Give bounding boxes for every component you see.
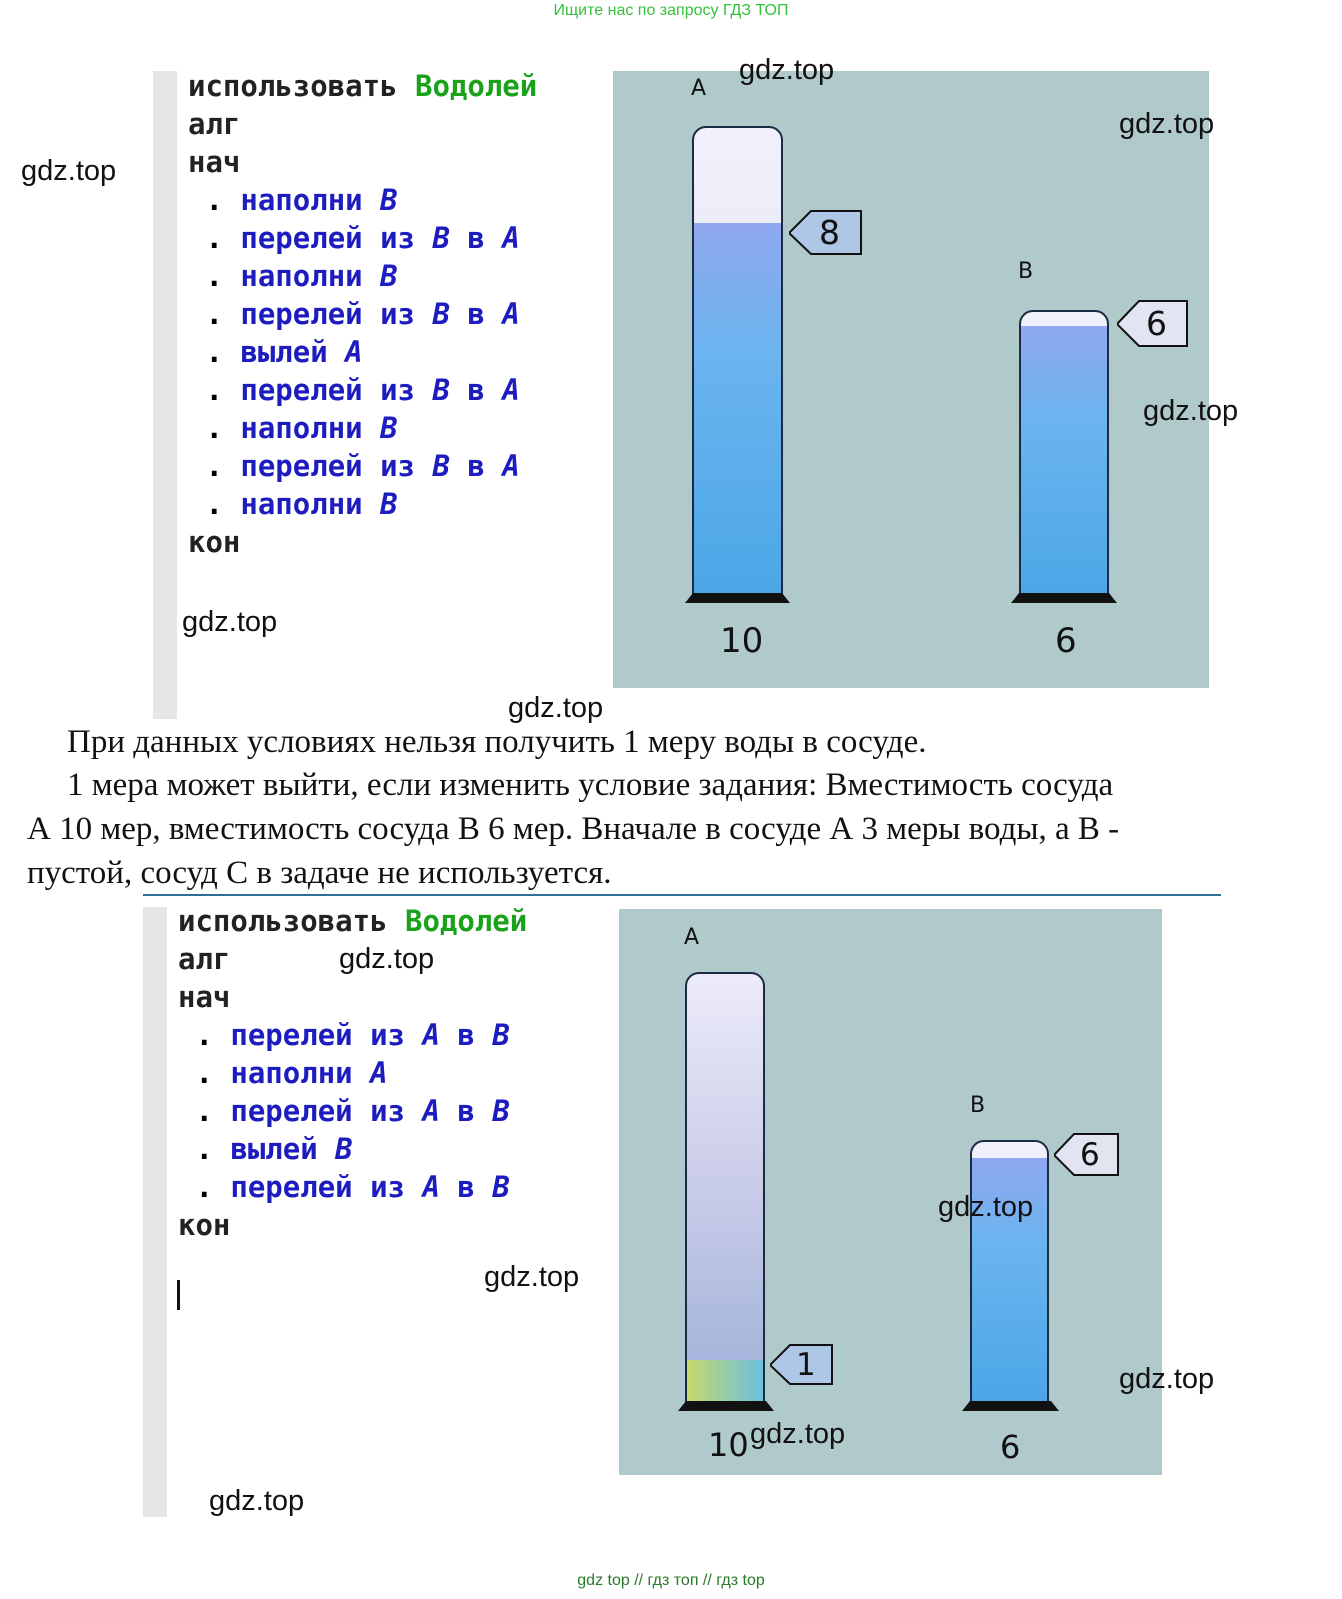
code-line	[178, 1168, 527, 1206]
code-command: перелей из	[240, 449, 415, 483]
code-argument: B	[492, 1170, 510, 1204]
code-argument: A	[345, 335, 363, 369]
code-preposition: в	[457, 1170, 475, 1204]
watermark: gdz.top	[182, 606, 278, 638]
code-keyword: использовать	[178, 904, 388, 938]
vessel-a-label-2: A	[684, 925, 700, 950]
code-command: перелей из	[240, 297, 415, 331]
code-line	[188, 181, 537, 219]
code-indent-dot: .	[188, 373, 241, 407]
vessel-b-level-value: 6	[1146, 304, 1167, 343]
code-command: наполни	[240, 487, 363, 521]
code-keyword: кон	[188, 525, 241, 559]
code-line	[188, 105, 537, 143]
code-keyword: нач	[178, 980, 231, 1014]
paragraph-1: При данных условиях нельзя получить 1 меру воды в сосуде.	[67, 724, 927, 760]
code-library-name: Водолей	[404, 904, 528, 938]
code-line	[188, 295, 537, 333]
code-indent-dot: .	[178, 1170, 231, 1204]
code-keyword: кон	[178, 1208, 231, 1242]
code-argument: A	[370, 1056, 388, 1090]
watermark: gdz.top	[750, 1418, 846, 1450]
code-line	[188, 485, 537, 523]
vessel-b-2-level-tag	[1054, 1133, 1120, 1177]
code-indent-dot: .	[188, 335, 241, 369]
code-indent-dot: .	[188, 487, 241, 521]
watermark: gdz.top	[1119, 1363, 1215, 1395]
divider-line	[143, 894, 1221, 896]
vessel-a-level-tag	[789, 210, 863, 256]
code-line	[178, 1054, 527, 1092]
code-keyword: алг	[188, 107, 241, 141]
vessel-b-water	[1021, 326, 1107, 601]
code-argument: A	[502, 373, 520, 407]
code-command: наполни	[240, 183, 363, 217]
code-preposition: в	[467, 373, 485, 407]
code-argument: A	[422, 1094, 440, 1128]
vessel-a-2-level-value: 1	[796, 1347, 816, 1383]
code-gutter	[153, 71, 177, 719]
code-line	[178, 1092, 527, 1130]
vessel-b-2-capacity: 6	[1000, 1428, 1021, 1466]
code-argument: B	[432, 221, 450, 255]
header-note: Ищите нас по запросу ГДЗ ТОП	[553, 2, 789, 19]
code-command: перелей из	[240, 373, 415, 407]
code-line	[188, 371, 537, 409]
code-argument: B	[492, 1018, 510, 1052]
code-argument: A	[422, 1170, 440, 1204]
watermark: gdz.top	[209, 1485, 305, 1517]
code-argument: B	[492, 1094, 510, 1128]
code-command: перелей из	[230, 1094, 405, 1128]
code-keyword: использовать	[188, 69, 398, 103]
code-command: вылей	[240, 335, 328, 369]
vessel-a-water	[694, 223, 781, 601]
code-indent-dot: .	[178, 1132, 231, 1166]
vessel-a-level-value: 8	[819, 213, 840, 252]
vessel-b-capacity: 6	[1055, 621, 1077, 661]
code-argument: B	[380, 487, 398, 521]
code-line	[178, 1206, 527, 1244]
paragraph-2-line-1: 1 мера может выйти, если изменить условие задания: Вместимость сосуда	[67, 767, 1114, 803]
code-argument: B	[432, 373, 450, 407]
code-keyword: алг	[178, 942, 231, 976]
vessel-b-base	[1011, 593, 1117, 603]
code-indent-dot: .	[188, 259, 241, 293]
watermark: gdz.top	[21, 155, 117, 187]
vessel-a-capacity: 10	[720, 621, 764, 661]
code-keyword: нач	[188, 145, 241, 179]
vessel-a-2	[685, 972, 765, 1405]
code-line	[188, 523, 537, 561]
vessel-a-base	[685, 593, 790, 603]
code-command: наполни	[240, 411, 363, 445]
vessel-a-2-level-tag	[770, 1344, 834, 1386]
vessel-a-2-water	[687, 1360, 763, 1403]
watermark: gdz.top	[508, 692, 604, 724]
code-indent-dot: .	[188, 183, 241, 217]
code-argument: A	[502, 449, 520, 483]
code-line	[178, 902, 527, 940]
code-line	[188, 447, 537, 485]
watermark: gdz.top	[1143, 395, 1239, 427]
code-indent-dot: .	[178, 1018, 231, 1052]
code-indent-dot: .	[178, 1094, 231, 1128]
code-preposition: в	[467, 221, 485, 255]
code-argument: B	[335, 1132, 353, 1166]
code-line	[188, 257, 537, 295]
code-preposition: в	[457, 1094, 475, 1128]
paragraph-2-line-3: пустой, сосуд С в задаче не используется.	[27, 855, 612, 891]
code-line	[178, 1016, 527, 1054]
watermark: gdz.top	[1119, 108, 1215, 140]
code-indent-dot: .	[188, 297, 241, 331]
code-line	[188, 409, 537, 447]
code-line	[178, 1130, 527, 1168]
code-line	[188, 143, 537, 181]
text-cursor	[177, 1280, 180, 1310]
paragraph-2-line-2: А 10 мер, вместимость сосуда В 6 мер. Вначале в сосуде А 3 меры воды, а В -	[27, 811, 1120, 847]
code-argument: A	[502, 297, 520, 331]
code-line	[188, 67, 537, 105]
vessel-b-2-level-value: 6	[1080, 1137, 1100, 1173]
code-indent-dot: .	[178, 1056, 231, 1090]
watermark: gdz.top	[938, 1191, 1034, 1223]
footer-note: gdz top // гдз топ // гдз top	[577, 1572, 765, 1589]
vessel-b-label: B	[1018, 259, 1034, 284]
code-preposition: в	[457, 1018, 475, 1052]
code-preposition: в	[467, 297, 485, 331]
code-indent-dot: .	[188, 411, 241, 445]
vessel-scene-1	[613, 71, 1209, 688]
code-gutter-2	[143, 907, 167, 1517]
vessel-b	[1019, 310, 1109, 603]
watermark: gdz.top	[739, 54, 835, 86]
code-argument: B	[380, 259, 398, 293]
code-preposition: в	[467, 449, 485, 483]
watermark: gdz.top	[339, 943, 435, 975]
vessel-a	[692, 126, 783, 603]
code-command: перелей из	[230, 1018, 405, 1052]
program-listing-1	[188, 67, 537, 561]
code-line	[188, 219, 537, 257]
code-argument: B	[380, 183, 398, 217]
vessel-b-2	[970, 1140, 1049, 1405]
code-library-name: Водолей	[414, 69, 538, 103]
code-indent-dot: .	[188, 221, 241, 255]
vessel-b-level-tag	[1117, 300, 1189, 348]
code-argument: A	[502, 221, 520, 255]
code-command: вылей	[230, 1132, 318, 1166]
vessel-scene-2	[619, 909, 1162, 1475]
code-line	[188, 333, 537, 371]
code-argument: B	[432, 449, 450, 483]
vessel-b-2-base	[962, 1401, 1059, 1411]
vessel-a-2-base	[678, 1401, 774, 1411]
vessel-a-label: A	[691, 76, 707, 101]
code-indent-dot: .	[188, 449, 241, 483]
code-command: наполни	[240, 259, 363, 293]
code-line	[178, 978, 527, 1016]
watermark: gdz.top	[484, 1261, 580, 1293]
code-command: наполни	[230, 1056, 353, 1090]
code-argument: B	[432, 297, 450, 331]
code-argument: B	[380, 411, 398, 445]
code-command: перелей из	[230, 1170, 405, 1204]
vessel-a-2-capacity: 10	[708, 1426, 749, 1464]
code-argument: A	[422, 1018, 440, 1052]
code-command: перелей из	[240, 221, 415, 255]
vessel-b-label-2: B	[970, 1093, 986, 1118]
